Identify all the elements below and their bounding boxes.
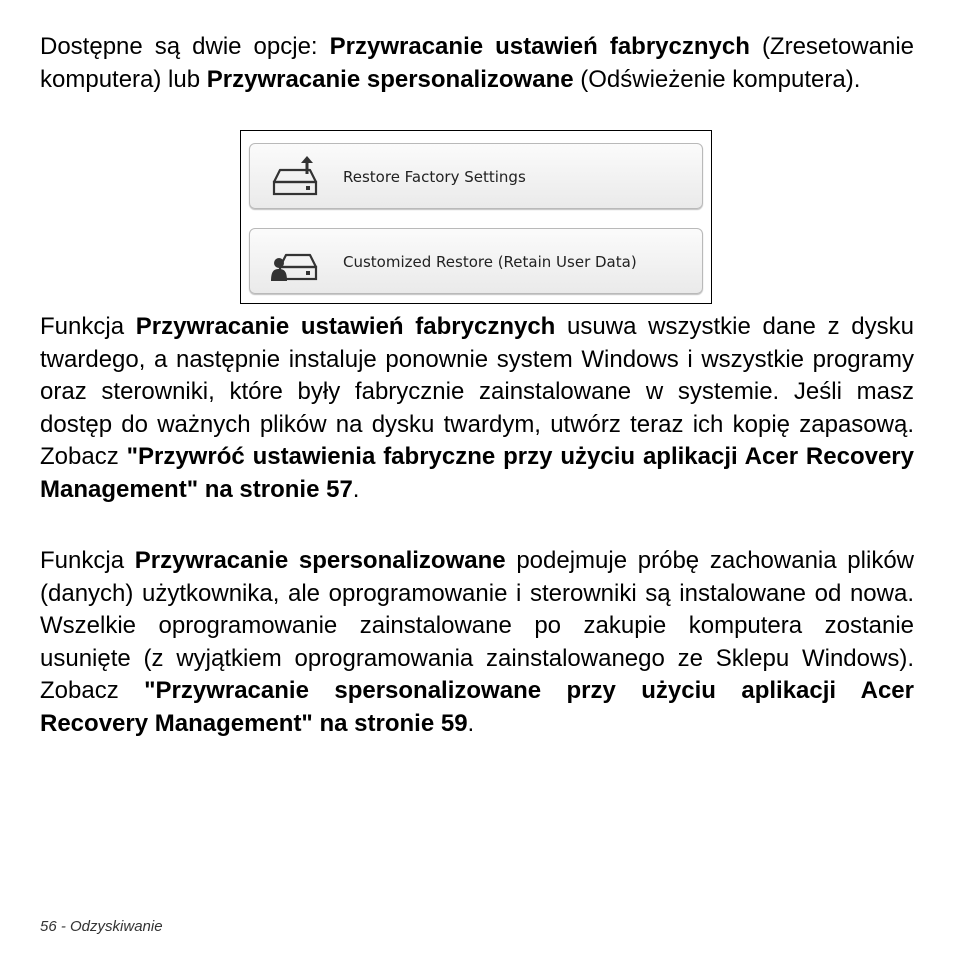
factory-text-2: usuwa wszystkie dane z dysku twardego, a następnie instaluje ponownie system Windows i wszystkie programy oraz sterowniki, które były fabrycznie zainstalowane w systemie. Jeśli masz dostęp do ważnych plików na dysku twardym, utwórz teraz ich kopię zapasową. Zobacz xyxy=(40,313,915,471)
factory-text-3: . xyxy=(352,475,360,503)
intro-factory-term: Przywracanie ustawień fabrycznych xyxy=(329,33,750,60)
custom-cross-reference-link[interactable]: "Przywracanie spersonalizowane przy użyciu aplikacji Acer Recovery Management" na stronie 59 xyxy=(40,677,914,737)
restore-factory-settings-button[interactable] xyxy=(249,143,703,209)
intro-text-2: (Zresetowanie komputera) lub xyxy=(40,33,915,93)
intro-custom-term: Przywracanie spersonalizowane xyxy=(206,65,574,93)
intro-paragraph xyxy=(40,31,914,96)
factory-text-1: Funkcja xyxy=(40,313,136,340)
custom-text-2: podejmuje próbę zachowania plików (danych) użytkownika, ale oprogramowanie i sterowniki są instalowane od nowa. Wszelkie oprogramowanie zainstalowane po zakupie komputera zostanie usunięte (z wyjątkiem oprogramowania zainstalowanego ze Sklepu Windows). Zobacz xyxy=(40,547,914,705)
factory-term: Przywracanie ustawień fabrycznych xyxy=(135,313,556,340)
intro-text-1: Dostępne są dwie opcje: xyxy=(40,33,330,60)
custom-text-3: . xyxy=(467,709,475,737)
page-footer: 56 - Odzyskiwanie xyxy=(40,918,163,935)
customized-restore-label: Customized Restore (Retain User Data) xyxy=(343,253,637,271)
drive-upload-icon xyxy=(270,154,320,198)
custom-term: Przywracanie spersonalizowane xyxy=(134,547,506,574)
intro-text-3: (Odświeżenie komputera). xyxy=(573,65,861,93)
custom-text-1: Funkcja xyxy=(40,547,135,574)
factory-cross-reference-link[interactable]: "Przywróć ustawienia fabryczne przy użyciu aplikacji Acer Recovery Management" na stronie 57 xyxy=(40,443,914,503)
customized-restore-button[interactable] xyxy=(249,228,703,294)
drive-user-icon xyxy=(270,239,320,283)
factory-paragraph xyxy=(40,311,914,507)
restore-factory-settings-label: Restore Factory Settings xyxy=(343,168,526,186)
recovery-options-screenshot xyxy=(240,130,712,304)
custom-paragraph xyxy=(40,545,914,741)
